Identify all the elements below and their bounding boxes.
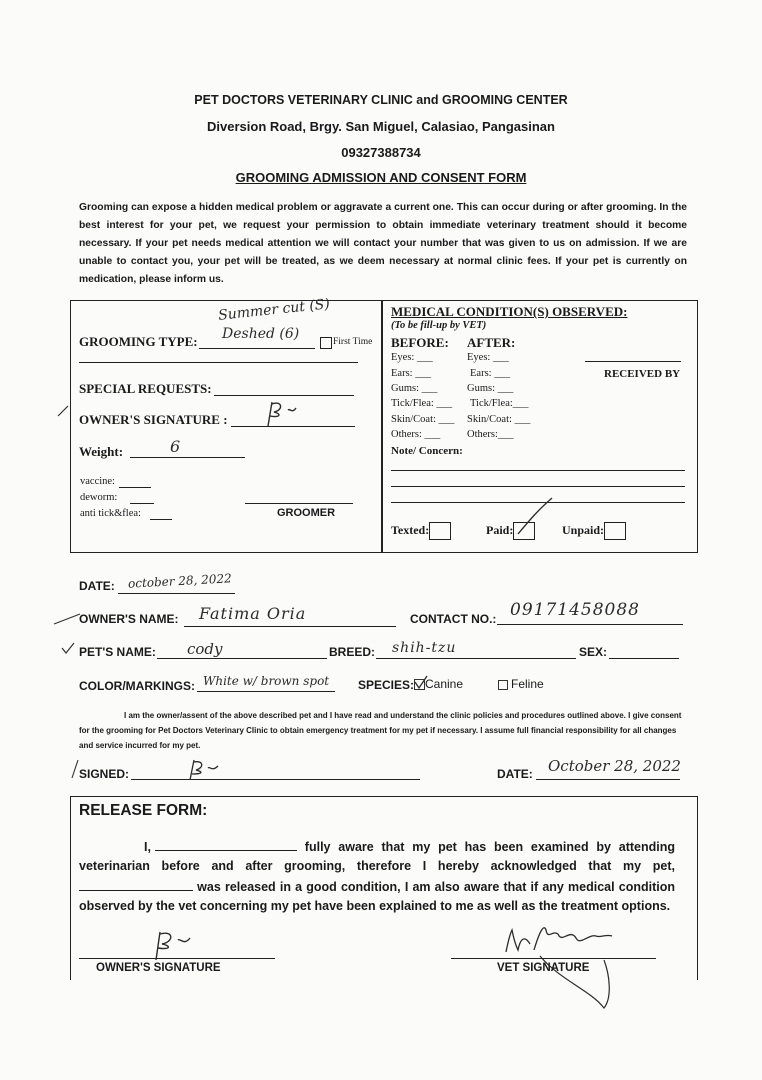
before-tickflea: Tick/Flea: ___ (391, 398, 453, 409)
species-label: SPECIES: (358, 678, 415, 692)
sex-line (609, 658, 679, 659)
release-title: RELEASE FORM: (79, 802, 208, 819)
grooming-type-label: GROOMING TYPE: (79, 334, 198, 349)
vet-signature-caption: VET SIGNATURE (497, 962, 590, 974)
before-ears: Ears: ___ (391, 368, 431, 379)
release-owner-blank (155, 836, 297, 851)
first-time-checkbox[interactable] (320, 337, 332, 349)
signed-label: SIGNED: (79, 767, 130, 781)
note-label: Note/ Concern: (391, 445, 463, 457)
pet-tick-icon (60, 640, 76, 656)
sex-label: SEX: (579, 645, 608, 659)
release-pet-blank (79, 876, 193, 891)
pet-name-label: PET'S NAME: (79, 645, 156, 659)
date-line (118, 593, 235, 594)
texted-checkbox[interactable] (429, 522, 451, 540)
special-requests-line (214, 395, 354, 396)
vaccine-line (119, 487, 151, 488)
tick-flea-label: anti tick&flea: (80, 508, 141, 519)
groomer-line (245, 503, 353, 504)
clinic-phone: 09327388734 (341, 145, 421, 160)
color-label: COLOR/MARKINGS: (79, 679, 195, 693)
deworm-label: deworm: (80, 492, 118, 503)
breed-value: shih-tzu (392, 640, 457, 656)
owner-signature-label: OWNER'S SIGNATURE : (79, 412, 228, 427)
weight-line (130, 457, 245, 458)
grooming-type-line-2 (79, 362, 358, 363)
clinic-address: Diversion Road, Brgy. San Miguel, Calasiao, Pangasinan (207, 119, 555, 134)
texted-label: Texted: (391, 522, 451, 540)
after-gums: Gums: ___ (467, 383, 514, 394)
contact-value: 09171458088 (510, 600, 640, 620)
release-paragraph: I, fully aware that my pet has been examined by attending veterinarian before and after grooming, therefore I hereby acknowledged that my pet, was released in a good condition, I am also aware that if any medical condition observed by the vet concerning my pet have been explained to me as well as the treatment options. (79, 836, 675, 916)
signed-date-line (536, 779, 680, 780)
grooming-type-handwritten-2: Deshed (6) (222, 326, 300, 342)
before-gums: Gums: ___ (391, 383, 438, 394)
after-others: Others:___ (467, 429, 514, 440)
contact-line (497, 624, 683, 625)
medical-title: MEDICAL CONDITION(S) OBSERVED: (391, 304, 628, 319)
unpaid-label: Unpaid: (562, 522, 626, 540)
before-others: Others: ___ (391, 429, 441, 440)
received-by-line (585, 361, 681, 362)
signed-signature-scribble (186, 758, 222, 782)
release-owner-signature-scribble (150, 926, 194, 962)
unpaid-checkbox[interactable] (604, 522, 626, 540)
special-requests-label: SPECIAL REQUESTS: (79, 381, 212, 396)
owner-name-label: OWNER'S NAME: (79, 612, 179, 626)
date-value: october 28, 2022 (127, 571, 233, 591)
feline-label: Feline (511, 677, 544, 691)
color-line (197, 691, 335, 692)
tick-mark-icon (56, 404, 70, 418)
before-skincoat: Skin/Coat: ___ (391, 414, 455, 425)
first-time-label: First Time (333, 337, 373, 347)
tick-flea-line (150, 519, 172, 520)
groomer-label: GROOMER (277, 507, 336, 519)
signed-date-value: October 28, 2022 (548, 757, 681, 775)
color-value: White w/ brown spot (203, 674, 330, 688)
vaccine-label: vaccine: (80, 476, 115, 487)
weight-value: 6 (170, 437, 181, 456)
owner-tick-icon (52, 610, 82, 626)
canine-label: Canine (425, 677, 464, 691)
after-eyes: Eyes: ___ (467, 352, 509, 363)
before-eyes: Eyes: ___ (391, 352, 433, 363)
owner-signature-caption: OWNER'S SIGNATURE (96, 962, 221, 974)
clinic-name: PET DOCTORS VETERINARY CLINIC and GROOMING CENTER (194, 93, 568, 107)
pet-name-value: cody (187, 640, 223, 658)
paid-label: Paid: (486, 522, 535, 540)
feline-checkbox[interactable] (498, 680, 508, 690)
signed-line (131, 779, 420, 780)
after-ears: Ears: ___ (470, 368, 510, 379)
pet-name-line (157, 658, 327, 659)
form-title: GROOMING ADMISSION AND CONSENT FORM (235, 170, 527, 185)
note-line-2 (391, 486, 685, 487)
note-line-1 (391, 470, 685, 471)
after-skincoat: Skin/Coat: ___ (467, 414, 531, 425)
before-label: BEFORE: (391, 335, 449, 350)
paid-check-mark-icon (512, 494, 556, 538)
weight-label: Weight: (79, 444, 124, 459)
contact-label: CONTACT NO.: (410, 612, 497, 626)
consent-paragraph: I am the owner/assent of the above described pet and I have read and understand the clinic policies and procedures outlined above. I give consent for the grooming for Pet Doctors Veterinary Clinic to obtain emergency treatment for my pet if necessary. I assume full financial responsibility for all changes and service incurred for my pet. (79, 711, 682, 750)
grooming-type-line (199, 348, 315, 349)
breed-label: BREED: (329, 645, 376, 659)
grooming-type-handwritten-1: Summer cut (S) (217, 296, 331, 324)
owner-signature-scribble (262, 398, 302, 428)
received-by-label: RECEIVED BY (604, 368, 681, 380)
owner-name-line (184, 626, 396, 627)
date-label: DATE: (79, 579, 115, 593)
after-label: AFTER: (467, 335, 516, 350)
signed-date-label: DATE: (497, 767, 533, 781)
breed-line (376, 658, 576, 659)
deworm-line (130, 503, 154, 504)
after-tickflea: Tick/Flea:___ (470, 398, 529, 409)
medical-subtitle: (To be fill-up by VET) (391, 320, 487, 331)
owner-name-value: Fatima Oria (199, 604, 307, 623)
intro-paragraph: Grooming can expose a hidden medical problem or aggravate a current one. This can occur during or after grooming. In the best interest for your pet, we request your permission to obtain immediate veterinary treatment should it become necessary. If your pet needs medical attention we will contact your number that was given to us on admission. If we are unable to contact you, your pet will be treated, as we deem necessary at normal clinic fees. If your pet is currently on medication, please inform us. (79, 202, 687, 285)
